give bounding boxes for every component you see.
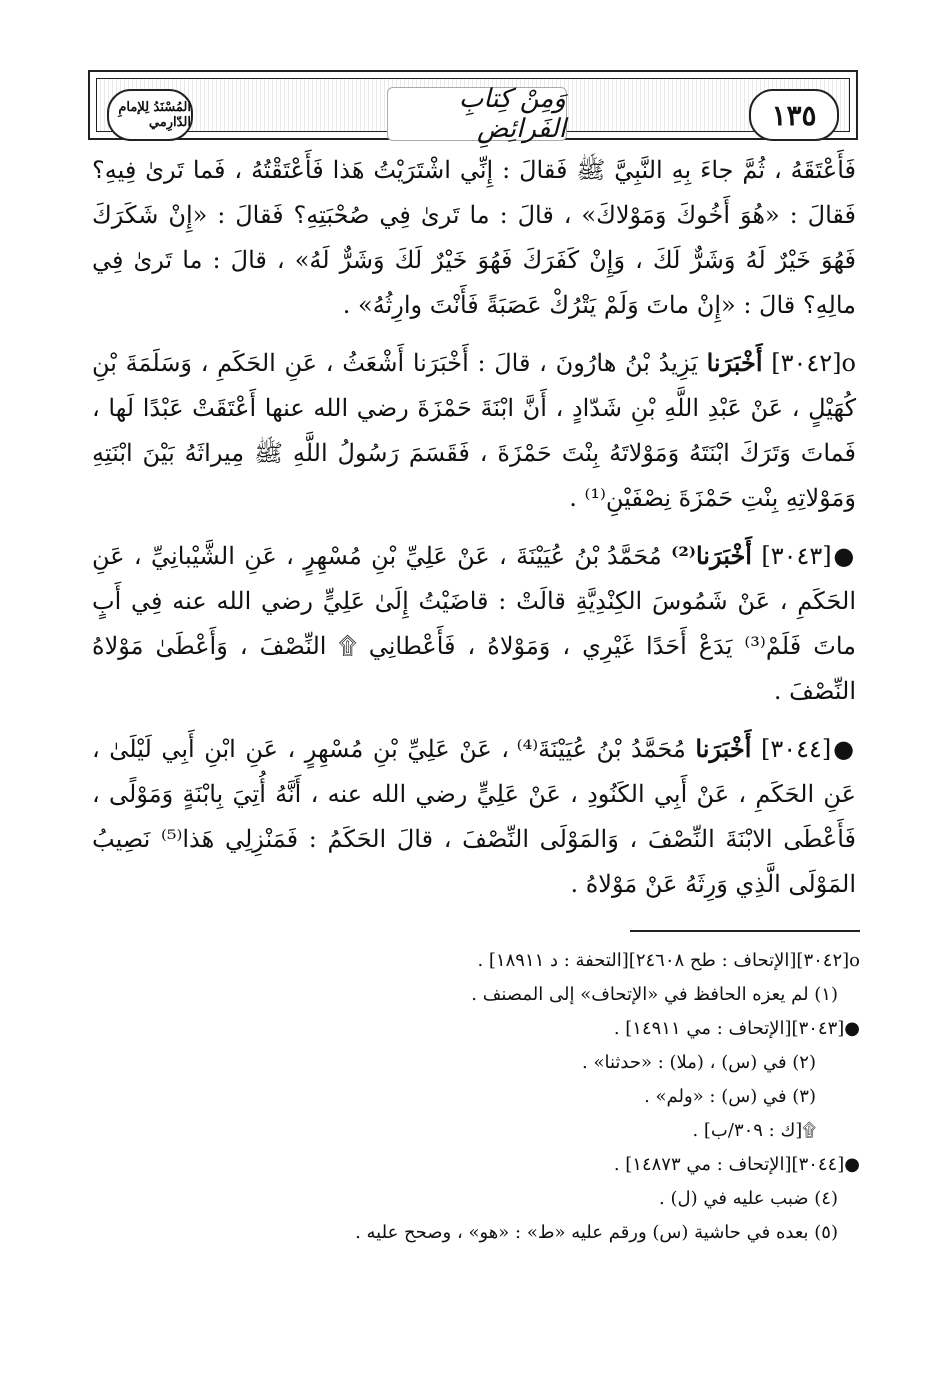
- hadith-3044-lead: أَخْبَرَنا: [695, 734, 752, 763]
- chapter-title: [387, 84, 567, 144]
- book-logo-medallion: [107, 89, 193, 141]
- main-text: [92, 148, 856, 919]
- hadith-3043-lead: أَخْبَرَنا⁽²⁾: [671, 541, 752, 570]
- header-ornament-band: [96, 78, 850, 144]
- hadith-3044-number: ●[٣٠٤٤]: [760, 735, 856, 763]
- footnotes: [250, 944, 860, 1250]
- footnote-2: (٢) في (س) ، (ملا) : «حدثنا» .: [582, 1052, 816, 1073]
- page-header: [88, 70, 858, 144]
- note-3043: ●[٣٠٤٣][الإتحاف : مي ١٤٩١١] .: [613, 1018, 860, 1039]
- manuscript-folio-marker: ۩[ك : ٣٠٩/ب] .: [692, 1120, 816, 1141]
- footnote-divider: [630, 930, 860, 932]
- footnote-3: (٣) في (س) : «ولم» .: [644, 1086, 816, 1107]
- hadith-3042: [92, 340, 856, 521]
- book-logo-text: المُسْنَدُ لِلإمامِ الدّارِمي: [118, 100, 191, 130]
- footnote-4: (٤) ضبب عليه في (ل) .: [659, 1188, 838, 1209]
- page-number: ١٣٥: [771, 98, 817, 132]
- footnote-5: (٥) بعده في حاشية (س) ورقم عليه «ط» : «هو» ، وصحح عليه .: [355, 1222, 838, 1243]
- hadith-3043-number: ●[٣٠٤٣]: [761, 542, 857, 570]
- hadith-3042-number: o[٣٠٤٢]: [771, 349, 856, 377]
- chapter-title-text: وَمِنْ كِتابِ الفَرائِضِ: [458, 84, 566, 144]
- footnote-1: (١) لم يعزه الحافظ في «الإتحاف» إلى المصنف .: [471, 984, 838, 1005]
- note-3044: ●[٣٠٤٤][الإتحاف : مي ١٤٨٧٣] .: [613, 1154, 860, 1175]
- hadith-3043: [92, 533, 856, 714]
- hadith-3044: [92, 726, 856, 907]
- note-3042: o[٣٠٤٢][الإتحاف : طح ٢٤٦٠٨][التحفة : د ١٨٩١١] .: [477, 950, 860, 971]
- hadith-3042-text: يَزِيدُ بْنُ هارُونَ ، قالَ : أَخْبَرَنا أَشْعَثُ ، عَنِ الحَكَمِ ، وَسَلَمَةَ بْنِ كُهَيْلٍ ، عَنْ عَبْدِ اللَّهِ بْنِ شَدّادٍ ، أَنَّ ابْنَةَ حَمْزَةَ رضي الله عنها أَعْتَقَتْ عَبْدًا لَها ، فَماتَ وَتَرَكَ ابْنَتَهُ وَمَوْلاتَهُ بِنْتَ حَمْزَةَ ، فَقَسَمَ رَسُولُ اللَّهِ ﷺ مِيراثَهُ بَيْنَ ابْنَتِهِ وَمَوْلاتِهِ بِنْتِ حَمْزَةَ نِصْفَيْنِ⁽¹⁾ .: [92, 349, 856, 512]
- hadith-3042-lead: أَخْبَرَنا: [706, 348, 763, 377]
- hadith-3044-text: مُحَمَّدُ بْنُ عُيَيْنَةَ⁽⁴⁾ ، عَنْ عَلِيِّ بْنِ مُسْهِرٍ ، عَنِ ابْنِ أَبِي لَيْلَىٰ ، عَنِ الحَكَمِ ، عَنْ أَبِي الكَنُودِ ، عَنْ عَلِيٍّ رضي الله عنه ، أَنَّهُ أُتِيَ بِابْنَةٍ وَمَوْلًى ، فَأَعْطَى الابْنَةَ النِّصْفَ ، وَالمَوْلَى النِّصْفَ ، قالَ الحَكَمُ : فَمَنْزِلِي هَذا⁽⁵⁾ نَصِيبُ المَوْلَى الَّذِي وَرِثَهُ عَنْ مَوْلاهُ .: [92, 735, 856, 898]
- hadith-3043-text: مُحَمَّدُ بْنُ عُيَيْنَةَ ، عَنْ عَلِيِّ بْنِ مُسْهِرٍ ، عَنِ الشَّيْبانِيِّ ، عَنِ الحَكَمِ ، عَنْ شَمُوسَ الكِنْدِيَّةِ قالَتْ : قاضَيْتُ إِلَىٰ عَلِيٍّ رضي الله عنه فِي أَبٍ ماتَ فَلَمْ⁽³⁾ يَدَعْ أَحَدًا غَيْرِي ، وَمَوْلاهُ ، فَأَعْطانِي ۩ النِّصْفَ ، وَأَعْطَىٰ مَوْلاهُ النِّصْفَ .: [92, 542, 856, 705]
- intro-paragraph: [92, 148, 856, 328]
- page-number-medallion: [749, 89, 839, 141]
- intro-text: فَأَعْتَقَهُ ، ثُمَّ جاءَ بِهِ النَّبِيَّ ﷺ فَقالَ : إِنِّي اشْتَرَيْتُ هَذا فَأَعْتَقْتُهُ ، فَما تَرىٰ فِيهِ؟ فَقالَ : «هُوَ أَخُوكَ وَمَوْلاكَ» ، قالَ : ما تَرىٰ فِي صُحْبَتِهِ؟ فَقالَ : «إِنْ شَكَرَكَ فَهُوَ خَيْرٌ لَهُ وَشَرٌّ لَكَ ، وَإِنْ كَفَرَكَ فَهُوَ خَيْرٌ لَكَ وَشَرٌّ لَهُ» ، قالَ : ما تَرىٰ فِي مالِهِ؟ قالَ : «إِنْ ماتَ وَلَمْ يَتْرُكْ عَصَبَةً فَأَنْتَ وارِثُهُ» .: [92, 156, 856, 319]
